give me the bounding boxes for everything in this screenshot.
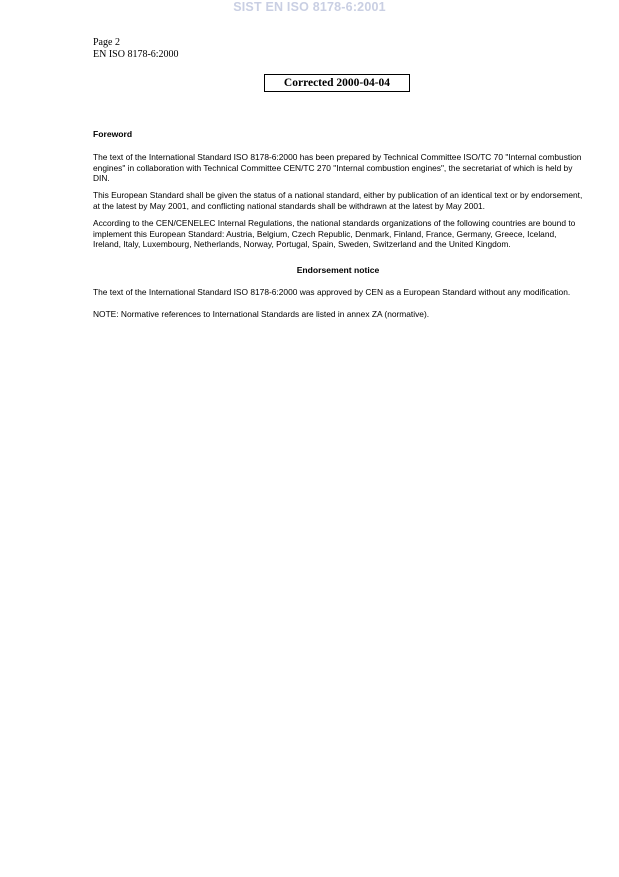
page-header [93,37,179,61]
page-number: Page 2 [93,37,120,48]
document-reference: EN ISO 8178-6:2000 [93,49,179,60]
watermark: SIST EN ISO 8178-6:2001 [233,0,386,14]
foreword-heading: Foreword [93,129,133,139]
foreword-paragraph-3: According to the CEN/CENELEC Internal Regulations, the national standards organizations of the following countries are bound to implement this European Standard: Austria, Belgium, Czech Republic, Denmark, Finland, France, Germany, Greece, Iceland, Ireland, Italy, Luxembourg, Netherlands, Norway, Portugal, Spain, Sweden, Switzerland and the United Kingdom. [93,217,576,250]
document-body [93,129,583,326]
corrected-stamp: Corrected 2000-04-04 [264,74,410,92]
endorsement-text: The text of the International Standard ISO 8178-6:2000 was approved by CEN as a European Standard without any modification. [93,286,571,297]
normative-note: NOTE: Normative references to International Standards are listed in annex ZA (normative). [93,308,430,319]
foreword-paragraph-2: This European Standard shall be given the status of a national standard, either by publication of an identical text or by endorsement, at the latest by May 2001, and conflicting national standards shall be withdrawn at the latest by May 2001. [93,190,583,211]
endorsement-heading: Endorsement notice [296,265,380,276]
foreword-paragraph-1: The text of the International Standard ISO 8178-6:2000 has been prepared by Technical Committee ISO/TC 70 "Internal combustion engines" in collaboration with Technical Committee CEN/TC 270 "Internal combustion engines", the secretariat of which is held by DIN. [93,151,582,184]
